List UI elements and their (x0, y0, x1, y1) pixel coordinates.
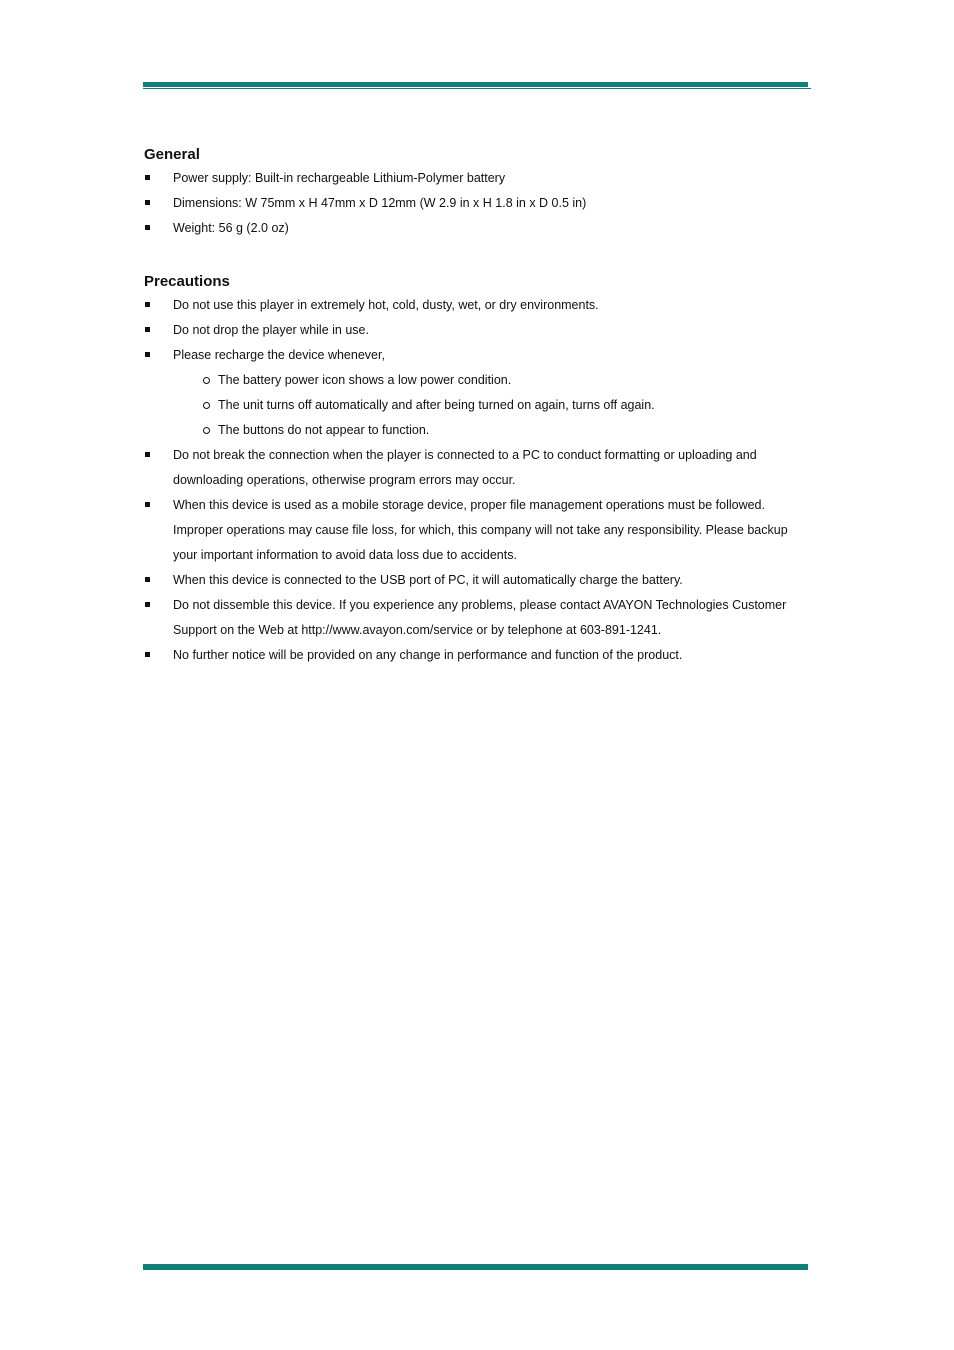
sub-list-item (173, 393, 804, 418)
list-item (144, 343, 804, 368)
list-item-text: Weight: 56 g (2.0 oz) (173, 221, 289, 235)
square-bullet-icon (145, 452, 150, 457)
sub-list-item-text: The battery power icon shows a low power condition. (218, 373, 512, 387)
list-item-text: Do not drop the player while in use. (173, 323, 369, 337)
list-item-text: When this device is connected to the USB port of PC, it will automatically charge the battery. (173, 573, 683, 587)
square-bullet-icon (145, 225, 150, 230)
square-bullet-icon (145, 602, 150, 607)
document-body (144, 140, 804, 668)
precautions-list-continued (144, 443, 804, 668)
square-bullet-icon (145, 175, 150, 180)
circle-bullet-icon (203, 377, 210, 384)
sub-list-item-text: The unit turns off automatically and after being turned on again, turns off again. (218, 398, 655, 412)
list-item (144, 568, 804, 593)
list-item (144, 593, 804, 643)
square-bullet-icon (145, 502, 150, 507)
square-bullet-icon (145, 577, 150, 582)
list-item (144, 216, 804, 241)
square-bullet-icon (145, 327, 150, 332)
sub-list-item (173, 368, 804, 393)
list-item-text: When this device is used as a mobile storage device, proper file management operations must be followed. Improper operations may cause file loss, for which, this company will not take any responsibility. Please backup your important information to avoid data loss due to accidents. (173, 498, 788, 562)
list-item (144, 191, 804, 216)
header-rule-thin (143, 88, 811, 89)
list-item (144, 643, 804, 668)
footer-rule (143, 1264, 808, 1270)
list-item-text: No further notice will be provided on any change in performance and function of the product. (173, 648, 683, 662)
header-rule (143, 82, 808, 87)
sub-list-item-text: The buttons do not appear to function. (218, 423, 430, 437)
precautions-list (144, 293, 804, 368)
list-item-text: Please recharge the device whenever, (173, 348, 385, 362)
list-item-text: Dimensions: W 75mm x H 47mm x D 12mm (W 2.9 in x H 1.8 in x D 0.5 in) (173, 196, 587, 210)
list-item (144, 443, 804, 493)
general-heading: General (144, 146, 200, 163)
list-item-text: Do not break the connection when the player is connected to a PC to conduct formatting or uploading and downloading operations, otherwise program errors may occur. (173, 448, 757, 487)
list-item-text: Do not dissemble this device. If you experience any problems, please contact AVAYON Technologies Customer Support on the Web at http://www.avayon.com/service or by telephone at 603-891-1241. (173, 598, 787, 637)
square-bullet-icon (145, 352, 150, 357)
list-item-text: Do not use this player in extremely hot, cold, dusty, wet, or dry environments. (173, 298, 599, 312)
precautions-heading: Precautions (144, 273, 230, 290)
list-item (144, 293, 804, 318)
general-list (144, 166, 804, 241)
recharge-conditions-list (144, 368, 804, 443)
square-bullet-icon (145, 652, 150, 657)
square-bullet-icon (145, 302, 150, 307)
list-item (144, 318, 804, 343)
list-item (144, 166, 804, 191)
sub-list-item (173, 418, 804, 443)
circle-bullet-icon (203, 427, 210, 434)
circle-bullet-icon (203, 402, 210, 409)
list-item-text: Power supply: Built-in rechargeable Lithium-Polymer battery (173, 171, 506, 185)
square-bullet-icon (145, 200, 150, 205)
list-item (144, 493, 804, 568)
